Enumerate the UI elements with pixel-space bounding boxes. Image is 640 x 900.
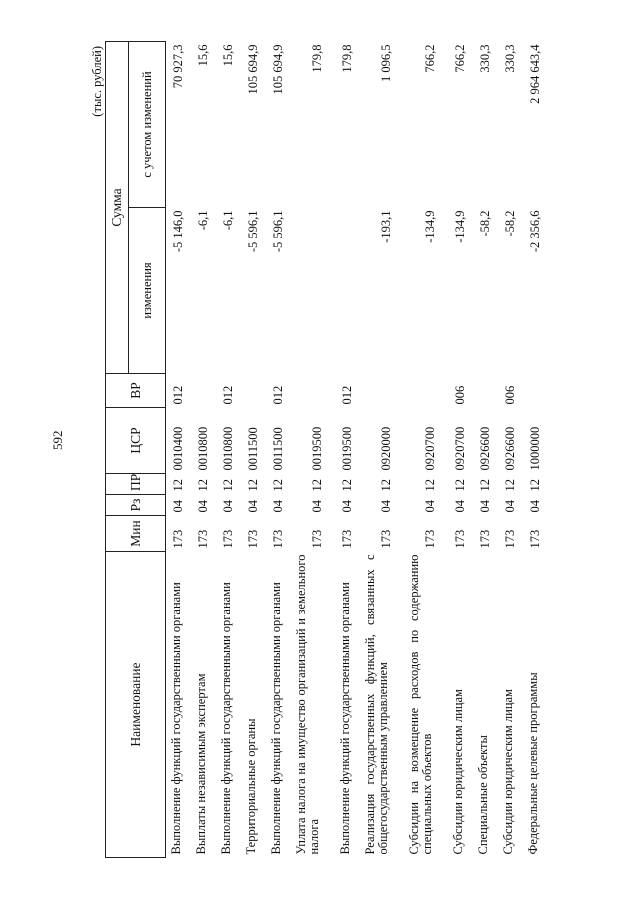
row-csr: 0019500 (309, 426, 324, 471)
row-rz: 04 (527, 500, 542, 513)
row-total: 330,3 (502, 44, 517, 73)
row-min: 173 (527, 529, 542, 549)
row-csr: 1000000 (527, 426, 542, 471)
row-pr: 12 (309, 479, 324, 492)
row-pr: 12 (527, 479, 542, 492)
table-row (404, 41, 448, 857)
row-name: Выплаты независимым экспертам (193, 673, 208, 855)
row-vr: 006 (452, 385, 467, 405)
row-min: 173 (270, 529, 285, 549)
row-pr: 12 (270, 479, 285, 492)
row-change: -6,1 (195, 210, 210, 231)
row-change: -6,1 (220, 210, 235, 231)
row-total: 15,6 (220, 44, 235, 67)
row-total: 105 694,9 (245, 44, 260, 95)
budget-table-container (90, 42, 548, 858)
header-csr: ЦСР (106, 408, 166, 474)
row-name: Специальные объекты (475, 735, 490, 855)
row-total: 330,3 (477, 44, 492, 73)
table-row (523, 41, 548, 857)
table-row (360, 41, 404, 857)
row-pr: 12 (195, 479, 210, 492)
table-row (448, 41, 473, 857)
table-body (166, 41, 548, 857)
row-csr: 0920700 (452, 426, 467, 471)
row-rz: 04 (245, 500, 260, 513)
row-min: 173 (422, 529, 437, 549)
row-rz: 04 (452, 500, 467, 513)
row-change: -58,2 (502, 210, 517, 237)
row-total: 70 927,3 (171, 44, 185, 89)
row-rz: 04 (309, 500, 324, 513)
row-min: 173 (502, 529, 517, 549)
row-csr: 0920700 (422, 426, 437, 471)
row-rz: 04 (477, 500, 492, 513)
table-row (216, 41, 241, 857)
row-csr: 0019500 (339, 426, 354, 471)
table-row (191, 41, 216, 857)
row-rz: 04 (502, 500, 517, 513)
header-name: Наименование (106, 552, 166, 858)
row-min: 173 (245, 529, 260, 549)
row-total: 1 096,5 (378, 44, 393, 82)
header-vr: ВР (106, 374, 166, 408)
row-total: 766,2 (422, 44, 437, 73)
row-change: -134,9 (452, 210, 467, 243)
row-rz: 04 (422, 500, 437, 513)
row-total: 179,8 (309, 44, 324, 73)
table-row (473, 41, 498, 857)
row-rz: 04 (171, 500, 185, 513)
row-min: 173 (171, 529, 185, 549)
row-name: Выполнение функций государственными органами (337, 582, 352, 855)
row-rz: 04 (378, 500, 393, 513)
row-change: -134,9 (422, 210, 437, 243)
row-vr: 012 (270, 385, 285, 405)
row-vr (241, 374, 266, 408)
row-pr: 12 (502, 479, 517, 492)
row-csr: 0010400 (171, 426, 185, 471)
row-vr (291, 374, 335, 408)
row-pr: 12 (171, 479, 185, 492)
row-rz: 04 (270, 500, 285, 513)
row-total: 2 964 643,4 (527, 44, 542, 104)
row-csr: 0010800 (220, 426, 235, 471)
row-pr: 12 (378, 479, 393, 492)
row-name: Выполнение функций государственными органами (268, 582, 283, 855)
table-row (498, 41, 523, 857)
row-total: 179,8 (339, 44, 354, 73)
row-change: -2 356,6 (527, 210, 542, 253)
row-min: 173 (452, 529, 467, 549)
header-rz: Рз (106, 495, 166, 516)
page-number: 592 (50, 430, 65, 450)
header-changes: изменения (129, 208, 166, 374)
row-csr: 0011500 (270, 427, 285, 471)
header-sum: Сумма (106, 41, 129, 373)
table-row (166, 41, 191, 857)
row-min: 173 (195, 529, 210, 549)
row-vr (360, 374, 404, 408)
unit-label: (тыс. рублей) (90, 46, 104, 117)
row-vr (523, 374, 548, 408)
header-min: Мин (106, 516, 166, 552)
row-pr: 12 (477, 479, 492, 492)
row-vr: 012 (171, 385, 185, 405)
row-change: -193,1 (378, 210, 393, 243)
table-row (266, 41, 291, 857)
row-vr: 006 (502, 385, 517, 405)
row-name: Реализация государственных функций, связанных с общегосударственным управлением (362, 554, 390, 855)
row-csr: 0010800 (195, 426, 210, 471)
row-total: 766,2 (452, 44, 467, 73)
row-change (335, 208, 360, 374)
row-name: Субсидии на возмещение расходов по содержанию специальных объектов (406, 554, 434, 855)
row-vr (404, 374, 448, 408)
row-pr: 12 (245, 479, 260, 492)
row-change (291, 208, 335, 374)
row-name: Территориальные органы (243, 718, 258, 855)
header-with-changes: с учетом изменений (129, 41, 166, 207)
row-pr: 12 (220, 479, 235, 492)
row-total: 105 694,9 (270, 44, 285, 95)
row-csr: 0011500 (245, 427, 260, 471)
row-name: Субсидии юридическим лицам (450, 689, 465, 855)
row-csr: 0926600 (502, 426, 517, 471)
row-vr (191, 374, 216, 408)
row-vr (473, 374, 498, 408)
row-name: Субсидии юридическим лицам (500, 689, 515, 855)
row-total: 15,6 (195, 44, 210, 67)
row-csr: 0920000 (378, 426, 393, 471)
row-name: Выполнение функций государственными органами (169, 582, 183, 855)
row-name: Выполнение функций государственными органами (218, 582, 233, 855)
row-rz: 04 (195, 500, 210, 513)
table-row (291, 41, 335, 857)
row-min: 173 (339, 529, 354, 549)
row-vr: 012 (339, 385, 354, 405)
row-min: 173 (378, 529, 393, 549)
row-vr: 012 (220, 385, 235, 405)
row-min: 173 (309, 529, 324, 549)
row-name: Федеральные целевые программы (525, 672, 540, 855)
row-change: -5 596,1 (245, 210, 260, 253)
row-rz: 04 (339, 500, 354, 513)
row-name: Уплата налога на имущество организаций и земельного налога (293, 554, 321, 855)
row-min: 173 (220, 529, 235, 549)
row-pr: 12 (452, 479, 467, 492)
table-row (335, 41, 360, 857)
row-change: -58,2 (477, 210, 492, 237)
table-row (241, 41, 266, 857)
budget-table (105, 41, 548, 858)
row-rz: 04 (220, 500, 235, 513)
row-change: -5 596,1 (270, 210, 285, 253)
row-pr: 12 (339, 479, 354, 492)
row-min: 173 (477, 529, 492, 549)
row-pr: 12 (422, 479, 437, 492)
header-pr: ПР (106, 474, 166, 495)
row-change: -5 146,0 (171, 210, 185, 253)
row-csr: 0926600 (477, 426, 492, 471)
table-header (106, 41, 166, 857)
